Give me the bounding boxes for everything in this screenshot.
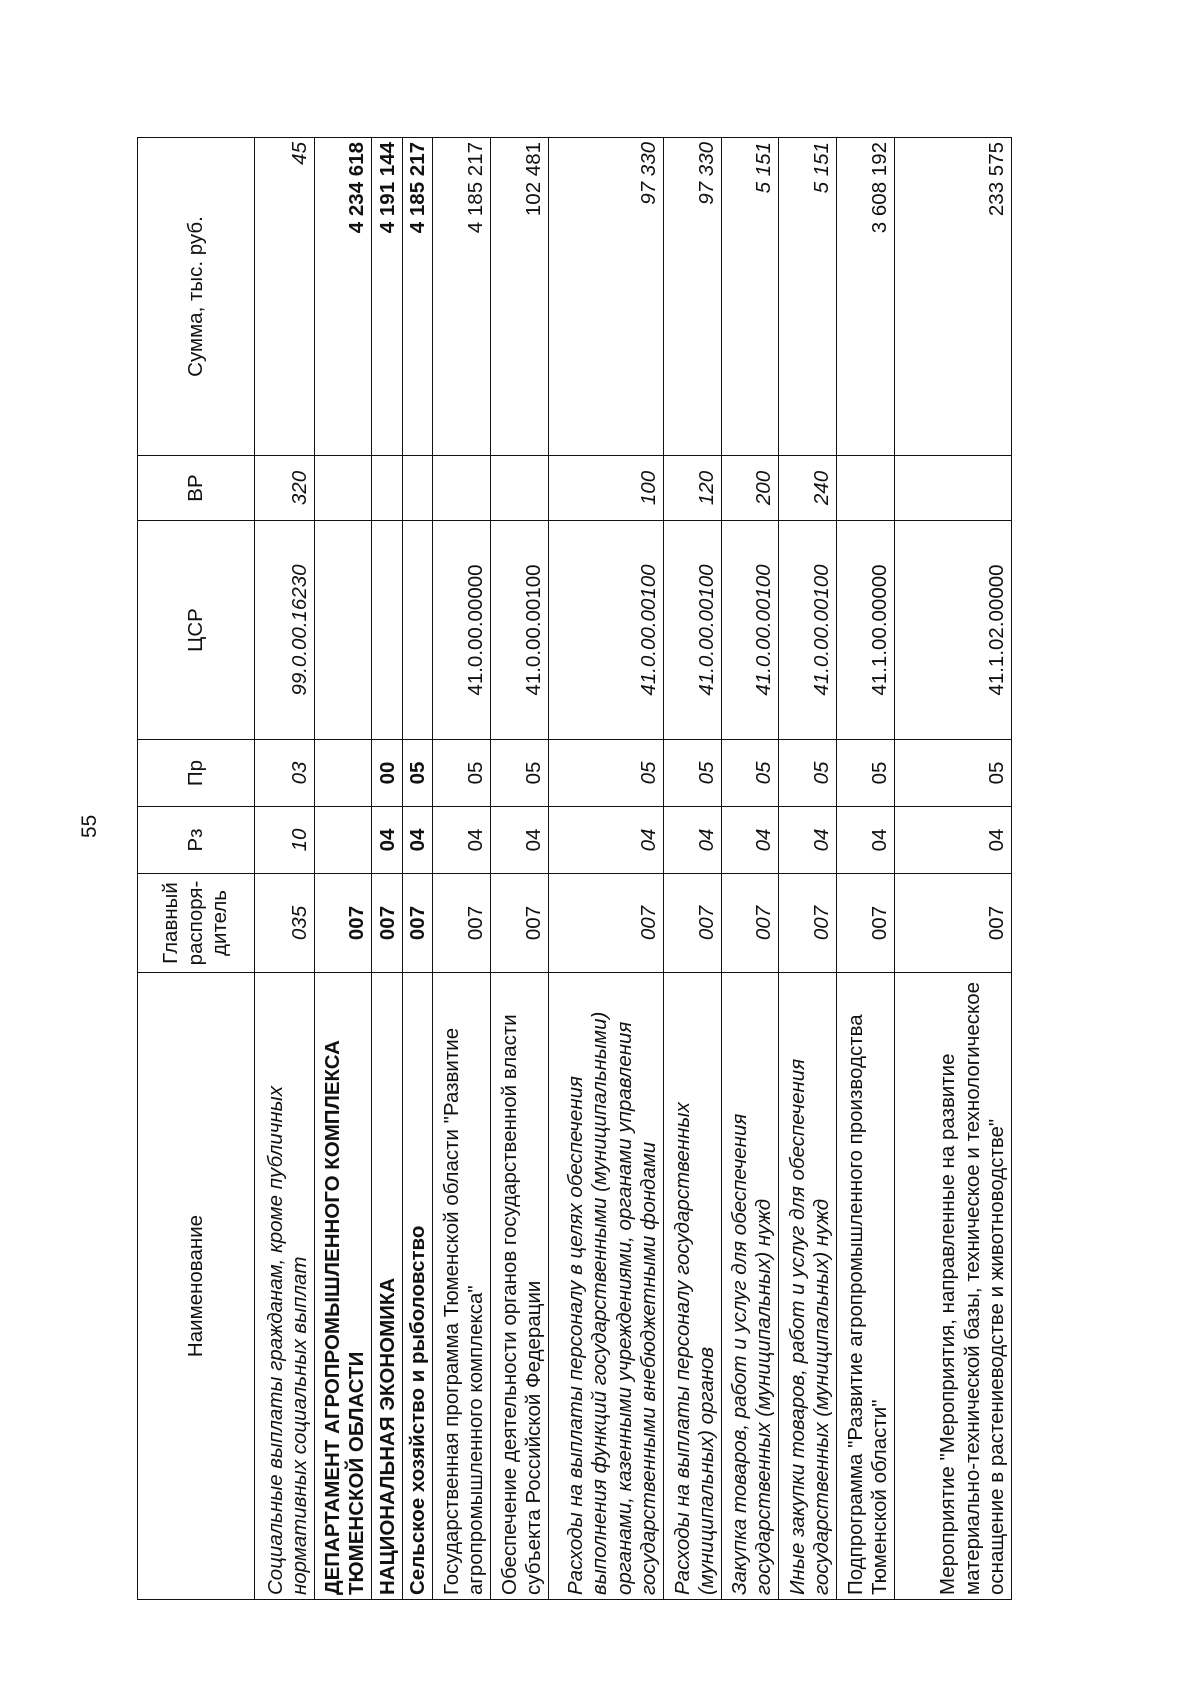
row-grbs-cell: 007 — [837, 874, 895, 973]
budget-table-container — [137, 138, 1012, 1600]
row-csr-cell — [315, 521, 372, 740]
row-name-cell: Сельское хозяйство и рыболовство — [403, 973, 433, 1600]
row-vr-cell: 200 — [722, 456, 779, 521]
row-name-cell: Расходы на выплаты персоналу в целях обеспечения выполнения функций государственными (муниципальными) органами, казенными учреждениями, органами управления государственными внебюджетными фондами — [549, 973, 664, 1600]
row-pr-cell: 05 — [433, 740, 491, 807]
row-sum-cell: 233 575 — [895, 138, 1012, 456]
row-pr-cell: 05 — [895, 740, 1012, 807]
table-row — [779, 138, 837, 1600]
row-name-cell: Подпрограмма "Развитие агропромышленного производства Тюменской области" — [837, 973, 895, 1600]
row-sum-cell: 4 185 217 — [433, 138, 491, 456]
row-grbs-cell: 007 — [779, 874, 837, 973]
row-vr-cell: 240 — [779, 456, 837, 521]
row-name-cell: Государственная программа Тюменской области "Развитие агропромышленного комплекса" — [433, 973, 491, 1600]
header-rz: Рз — [138, 807, 255, 874]
row-pr-cell: 05 — [549, 740, 664, 807]
row-pr-cell — [315, 740, 372, 807]
row-rz-cell: 04 — [722, 807, 779, 874]
row-csr-cell: 41.0.00.00100 — [722, 521, 779, 740]
row-csr-cell: 41.0.00.00100 — [779, 521, 837, 740]
row-pr-cell: 05 — [664, 740, 722, 807]
row-csr-cell: 41.0.00.00100 — [549, 521, 664, 740]
row-pr-cell: 05 — [837, 740, 895, 807]
row-grbs-cell: 007 — [895, 874, 1012, 973]
row-sum-cell: 4 191 144 — [372, 138, 403, 456]
row-rz-cell: 04 — [403, 807, 433, 874]
row-name-cell: ДЕПАРТАМЕНТ АГРОПРОМЫШЛЕННОГО КОМПЛЕКСА ТЮМЕНСКОЙ ОБЛАСТИ — [315, 973, 372, 1600]
row-name-cell: Иные закупки товаров, работ и услуг для обеспечения государственных (муниципальных) нужд — [779, 973, 837, 1600]
header-name: Наименование — [138, 973, 255, 1600]
header-sum: Сумма, тыс. руб. — [138, 138, 255, 456]
row-grbs-cell: 007 — [403, 874, 433, 973]
header-grbs: Главный распоря- дитель — [138, 874, 255, 973]
row-rz-cell: 04 — [895, 807, 1012, 874]
table-row — [664, 138, 722, 1600]
header-csr: ЦСР — [138, 521, 255, 740]
row-vr-cell — [315, 456, 372, 521]
row-vr-cell: 320 — [255, 456, 315, 521]
row-grbs-cell: 007 — [549, 874, 664, 973]
row-sum-cell: 102 481 — [491, 138, 549, 456]
header-vr: ВР — [138, 456, 255, 521]
row-rz-cell: 04 — [664, 807, 722, 874]
table-row — [549, 138, 664, 1600]
row-grbs-cell: 007 — [664, 874, 722, 973]
budget-table — [137, 137, 1012, 1600]
row-grbs-cell: 007 — [315, 874, 372, 973]
row-name-cell: НАЦИОНАЛЬНАЯ ЭКОНОМИКА — [372, 973, 403, 1600]
header-pr: Пр — [138, 740, 255, 807]
row-pr-cell: 05 — [491, 740, 549, 807]
row-rz-cell: 04 — [372, 807, 403, 874]
table-row — [433, 138, 491, 1600]
row-csr-cell: 41.0.00.00100 — [491, 521, 549, 740]
row-csr-cell: 41.0.00.00000 — [433, 521, 491, 740]
row-sum-cell: 4 234 618 — [315, 138, 372, 456]
row-name-cell: Обеспечение деятельности органов государственной власти субъекта Российской Федерации — [491, 973, 549, 1600]
row-vr-cell — [403, 456, 433, 521]
table-row — [722, 138, 779, 1600]
table-row — [255, 138, 315, 1600]
row-pr-cell: 05 — [722, 740, 779, 807]
row-grbs-cell: 035 — [255, 874, 315, 973]
row-vr-cell — [837, 456, 895, 521]
row-vr-cell: 100 — [549, 456, 664, 521]
row-sum-cell: 97 330 — [549, 138, 664, 456]
row-grbs-cell: 007 — [491, 874, 549, 973]
row-rz-cell: 04 — [549, 807, 664, 874]
row-rz-cell — [315, 807, 372, 874]
row-name-cell: Мероприятие "Мероприятия, направленные на развитие материально-технической базы, техническое и технологическое оснащение в растениеводстве и животноводстве" — [895, 973, 1012, 1600]
table-row — [403, 138, 433, 1600]
row-pr-cell: 03 — [255, 740, 315, 807]
row-sum-cell: 97 330 — [664, 138, 722, 456]
table-row — [895, 138, 1012, 1600]
row-csr-cell: 41.0.00.00100 — [664, 521, 722, 740]
row-sum-cell: 5 151 — [779, 138, 837, 456]
row-pr-cell: 05 — [403, 740, 433, 807]
row-rz-cell: 10 — [255, 807, 315, 874]
row-sum-cell: 4 185 217 — [403, 138, 433, 456]
row-csr-cell: 41.1.00.00000 — [837, 521, 895, 740]
row-rz-cell: 04 — [779, 807, 837, 874]
table-row — [315, 138, 372, 1600]
row-vr-cell — [372, 456, 403, 521]
row-grbs-cell: 007 — [372, 874, 403, 973]
row-grbs-cell: 007 — [433, 874, 491, 973]
row-vr-cell: 120 — [664, 456, 722, 521]
page-number: 55 — [78, 814, 101, 838]
row-vr-cell — [491, 456, 549, 521]
row-name-cell: Социальные выплаты гражданам, кроме публичных нормативных социальных выплат — [255, 973, 315, 1600]
row-csr-cell: 99.0.00.16230 — [255, 521, 315, 740]
table-header-row — [138, 138, 255, 1600]
table-row — [837, 138, 895, 1600]
row-rz-cell: 04 — [837, 807, 895, 874]
row-name-cell: Закупка товаров, работ и услуг для обеспечения государственных (муниципальных) нужд — [722, 973, 779, 1600]
table-row — [491, 138, 549, 1600]
row-pr-cell: 05 — [779, 740, 837, 807]
row-rz-cell: 04 — [433, 807, 491, 874]
row-sum-cell: 45 — [255, 138, 315, 456]
row-sum-cell: 3 608 192 — [837, 138, 895, 456]
row-name-cell: Расходы на выплаты персоналу государственных (муниципальных) органов — [664, 973, 722, 1600]
table-row — [372, 138, 403, 1600]
row-grbs-cell: 007 — [722, 874, 779, 973]
row-vr-cell — [895, 456, 1012, 521]
row-pr-cell: 00 — [372, 740, 403, 807]
row-csr-cell — [372, 521, 403, 740]
row-csr-cell — [403, 521, 433, 740]
row-vr-cell — [433, 456, 491, 521]
row-sum-cell: 5 151 — [722, 138, 779, 456]
row-csr-cell: 41.1.02.00000 — [895, 521, 1012, 740]
row-rz-cell: 04 — [491, 807, 549, 874]
